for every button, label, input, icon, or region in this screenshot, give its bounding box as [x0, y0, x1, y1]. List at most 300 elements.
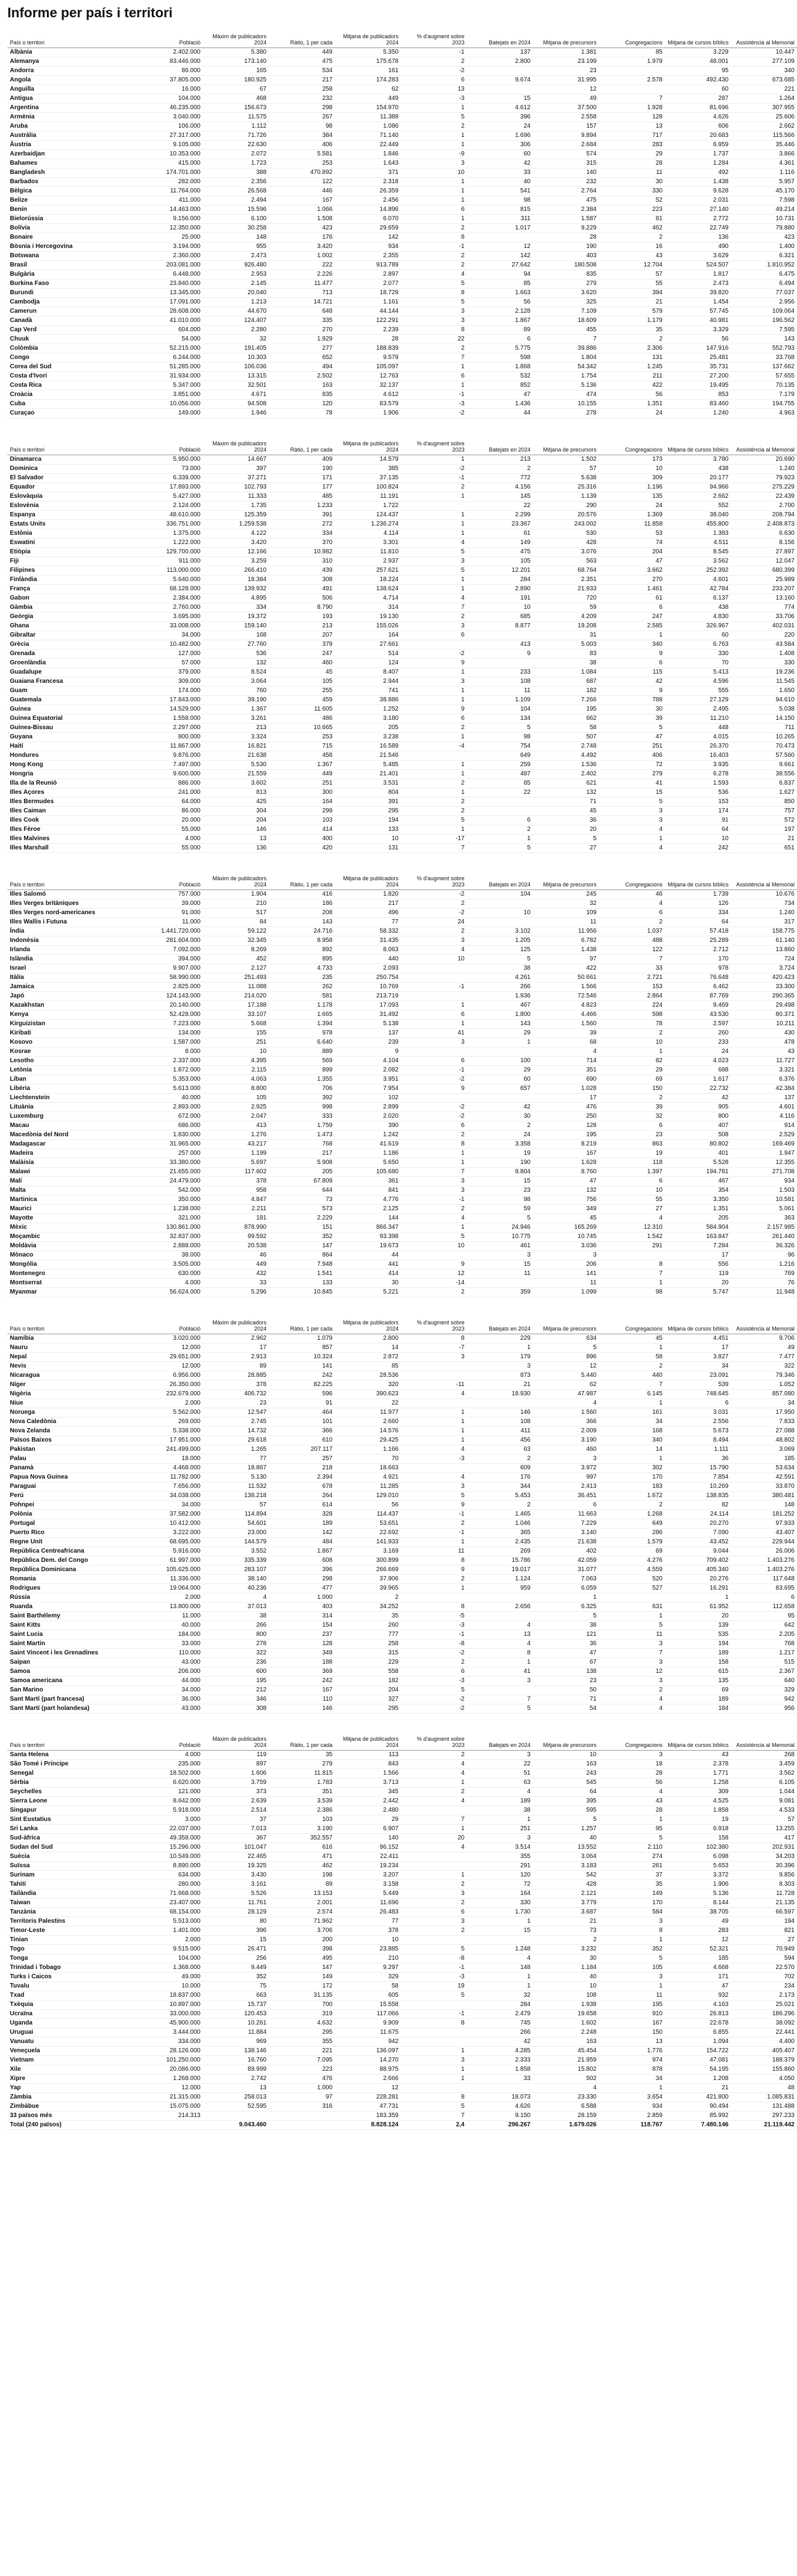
baptized-cell: 7: [467, 1695, 533, 1704]
column-header: Batejats en 2024: [467, 1316, 533, 1334]
pioneers-cell: 1.754: [533, 372, 599, 381]
avg-publishers-cell: 44.144: [335, 307, 401, 316]
memorial-cell: 330: [731, 659, 797, 668]
table-row: [7, 1760, 797, 1769]
country-cell: Malawi: [7, 1168, 137, 1177]
increase-cell: 6: [401, 1010, 467, 1020]
report-title: Informe per país i territori: [7, 5, 173, 20]
ratio-cell: 11.477: [269, 279, 335, 289]
increase-cell: 8: [401, 1603, 467, 1612]
pioneers-cell: 47: [533, 1649, 599, 1658]
peak-publishers-cell: 352: [203, 1973, 269, 1982]
pioneers-cell: 128: [533, 1121, 599, 1131]
congregations-cell: 9: [599, 650, 665, 659]
pioneers-cell: 62: [533, 1381, 599, 1390]
peak-publishers-cell: 26.471: [203, 1945, 269, 1954]
avg-publishers-cell: 385: [335, 464, 401, 474]
ratio-cell: 242: [269, 1371, 335, 1381]
table-row: [7, 1501, 797, 1510]
congregations-cell: 170: [599, 1899, 665, 1908]
country-cell: Bolívia: [7, 224, 137, 233]
increase-cell: 9: [401, 705, 467, 714]
country-cell: Congo: [7, 353, 137, 363]
peak-publishers-cell: 11.088: [203, 983, 269, 992]
population-cell: 51.285.000: [137, 363, 203, 372]
bible-studies-cell: 27.129: [665, 696, 731, 705]
baptized-cell: 63: [467, 1778, 533, 1788]
ratio-cell: 678: [269, 1482, 335, 1492]
bible-studies-cell: 4.668: [665, 1963, 731, 1973]
table-row: [7, 1473, 797, 1482]
memorial-cell: 423: [731, 233, 797, 242]
bible-studies-cell: 135: [665, 1677, 731, 1686]
ratio-cell: 10.665: [269, 724, 335, 733]
table-row: [7, 1205, 797, 1214]
memorial-cell: 79.923: [731, 474, 797, 483]
column-header: Mitjana de cursos bíblics: [665, 1732, 731, 1751]
baptized-cell: 32: [467, 1991, 533, 2000]
peak-publishers-cell: 266.410: [203, 566, 269, 576]
congregations-cell: 183: [599, 1482, 665, 1492]
congregations-cell: 1.369: [599, 511, 665, 520]
population-cell: 10.353.000: [137, 150, 203, 159]
country-cell: Antigua: [7, 94, 137, 104]
table-row: [7, 1353, 797, 1362]
memorial-cell: 821: [731, 1926, 797, 1936]
pioneers-cell: 31.077: [533, 1566, 599, 1575]
ratio-cell: 223: [269, 2065, 335, 2074]
avg-publishers-cell: 28: [335, 335, 401, 344]
bible-studies-cell: 492: [665, 168, 731, 178]
table-row: [7, 1445, 797, 1455]
column-header: Població: [137, 1316, 203, 1334]
memorial-cell: 3.866: [731, 150, 797, 159]
ratio-cell: 267: [269, 113, 335, 122]
bible-studies-cell: 91: [665, 816, 731, 825]
avg-publishers-cell: 3.158: [335, 1880, 401, 1889]
congregations-cell: 211: [599, 372, 665, 381]
country-cell: Illes Wallis i Futuna: [7, 918, 137, 927]
bible-studies-cell: 242: [665, 844, 731, 853]
country-cell: Colòmbia: [7, 344, 137, 353]
country-cell: Costa d'Ivori: [7, 372, 137, 381]
table-row: [7, 1223, 797, 1232]
country-cell: Bahames: [7, 159, 137, 168]
avg-publishers-cell: 5.138: [335, 1020, 401, 1029]
peak-publishers-cell: 38.140: [203, 1575, 269, 1584]
pioneers-cell: 279: [533, 279, 599, 289]
population-cell: 23.407.000: [137, 1899, 203, 1908]
country-report-table: [7, 30, 797, 418]
increase-cell: -2: [401, 1075, 467, 1084]
peak-publishers-cell: 15.596: [203, 205, 269, 215]
bible-studies-cell: 17: [665, 1344, 731, 1353]
memorial-cell: 42.591: [731, 1473, 797, 1482]
increase-cell: [401, 1251, 467, 1260]
memorial-cell: 115.566: [731, 131, 797, 141]
peak-publishers-cell: 11.884: [203, 2028, 269, 2037]
congregations-cell: 274: [599, 1852, 665, 1862]
baptized-cell: 1.867: [467, 316, 533, 326]
pioneers-cell: 7.229: [533, 1519, 599, 1529]
table-row: [7, 983, 797, 992]
table-row: [7, 539, 797, 548]
congregations-cell: 14: [599, 1445, 665, 1455]
increase-cell: 1: [401, 363, 467, 372]
congregations-cell: 173: [599, 455, 665, 464]
peak-publishers-cell: 119: [203, 1751, 269, 1760]
bible-studies-cell: 407: [665, 1121, 731, 1131]
peak-publishers-cell: 59.122: [203, 927, 269, 936]
avg-publishers-cell: 2.480: [335, 1806, 401, 1815]
population-cell: 57.000: [137, 659, 203, 668]
congregations-cell: 1.672: [599, 1492, 665, 1501]
peak-publishers-cell: 37.271: [203, 474, 269, 483]
column-header: Batejats en 2024: [467, 437, 533, 455]
bible-studies-cell: 5.528: [665, 1158, 731, 1168]
ratio-cell: 398: [269, 1945, 335, 1954]
avg-publishers-cell: 44: [335, 1251, 401, 1260]
pioneers-cell: 460: [533, 1445, 599, 1455]
bible-studies-cell: 6.959: [665, 141, 731, 150]
congregations-cell: 1: [599, 1455, 665, 1464]
baptized-cell: 164: [467, 1889, 533, 1899]
population-cell: 33.380.000: [137, 1158, 203, 1168]
country-cell: Surinam: [7, 1871, 137, 1880]
ratio-cell: 495: [269, 1954, 335, 1963]
bible-studies-cell: 22.678: [665, 2019, 731, 2028]
baptized-cell: 56: [467, 298, 533, 307]
peak-publishers-cell: 44.670: [203, 307, 269, 316]
table-row: [7, 326, 797, 335]
peak-publishers-cell: 18.867: [203, 1464, 269, 1473]
population-cell: 334.000: [137, 2037, 203, 2047]
congregations-cell: 6.145: [599, 1390, 665, 1399]
pioneers-cell: 195: [533, 705, 599, 714]
population-cell: 11.782.000: [137, 1473, 203, 1482]
population-cell: 149.000: [137, 409, 203, 418]
increase-cell: 7: [401, 603, 467, 613]
congregations-cell: 910: [599, 2010, 665, 2019]
table-row: [7, 1047, 797, 1057]
bible-studies-cell: 1.208: [665, 2074, 731, 2084]
avg-publishers-cell: 329: [335, 1973, 401, 1982]
avg-publishers-cell: 6.070: [335, 215, 401, 224]
ratio-cell: 101: [269, 1418, 335, 1427]
memorial-cell: 70.949: [731, 1945, 797, 1954]
column-header: Mitjana de cursos bíblics: [665, 1316, 731, 1334]
increase-cell: 7: [401, 1168, 467, 1177]
bible-studies-cell: 3.350: [665, 1195, 731, 1205]
peak-publishers-cell: 1.259.538: [203, 520, 269, 529]
peak-publishers-cell: 77: [203, 1455, 269, 1464]
pioneers-cell: 12: [533, 85, 599, 94]
country-cell: Trinidad i Tobago: [7, 1963, 137, 1973]
table-row: [7, 381, 797, 390]
avg-publishers-cell: 26.483: [335, 1908, 401, 1917]
peak-publishers-cell: 204: [203, 816, 269, 825]
congregations-cell: 1: [599, 631, 665, 640]
population-cell: 91.000: [137, 909, 203, 918]
pioneers-cell: 72.546: [533, 992, 599, 1001]
table-row: [7, 964, 797, 973]
bible-studies-cell: 34: [665, 1362, 731, 1371]
memorial-cell: 934: [731, 1177, 797, 1186]
population-cell: 350.000: [137, 1195, 203, 1205]
population-cell: 11.867.000: [137, 742, 203, 751]
bible-studies-cell: 8.545: [665, 548, 731, 557]
column-header: Mitjana de precursors: [533, 872, 599, 890]
congregations-cell: 35: [599, 1880, 665, 1889]
memorial-cell: 220: [731, 631, 797, 640]
ratio-cell: 218: [269, 1464, 335, 1473]
memorial-cell: 3.069: [731, 1445, 797, 1455]
population-cell: 48.610.000: [137, 511, 203, 520]
table-row: [7, 1066, 797, 1075]
ratio-cell: 899: [269, 1066, 335, 1075]
table-row: [7, 761, 797, 770]
population-cell: 6.448.000: [137, 270, 203, 279]
population-cell: 18.837.000: [137, 1991, 203, 2000]
ratio-cell: 1.000: [269, 2084, 335, 2093]
population-cell: 3.040.000: [137, 113, 203, 122]
bible-studies-cell: 3.229: [665, 48, 731, 57]
population-cell: 13.800.000: [137, 1603, 203, 1612]
avg-publishers-cell: 22: [335, 1399, 401, 1408]
country-cell: Irlanda: [7, 946, 137, 955]
bible-studies-cell: 2.556: [665, 1418, 731, 1427]
avg-publishers-cell: 266.669: [335, 1566, 401, 1575]
peak-publishers-cell: 57: [203, 1501, 269, 1510]
table-row: [7, 1593, 797, 1603]
avg-publishers-cell: 32.137: [335, 381, 401, 390]
ratio-cell: 235: [269, 973, 335, 983]
baptized-cell: 5: [467, 955, 533, 964]
memorial-cell: 196.562: [731, 316, 797, 326]
country-cell: Tanzània: [7, 1908, 137, 1917]
population-cell: 203.081.000: [137, 261, 203, 270]
peak-publishers-cell: 94.508: [203, 400, 269, 409]
peak-publishers-cell: 181: [203, 1214, 269, 1223]
ratio-cell: 1.473: [269, 1131, 335, 1140]
population-cell: 43.000: [137, 1704, 203, 1714]
peak-publishers-cell: 7.013: [203, 1825, 269, 1834]
bible-studies-cell: 54.195: [665, 2065, 731, 2074]
pioneers-cell: 57: [533, 464, 599, 474]
memorial-cell: 208.794: [731, 511, 797, 520]
peak-publishers-cell: 89.999: [203, 2065, 269, 2074]
peak-publishers-cell: 37.013: [203, 1603, 269, 1612]
baptized-cell: [467, 631, 533, 640]
increase-cell: -1: [401, 1510, 467, 1519]
memorial-cell: 181.252: [731, 1510, 797, 1519]
increase-cell: 2: [401, 1205, 467, 1214]
increase-cell: 3: [401, 622, 467, 631]
avg-publishers-cell: 70: [335, 1455, 401, 1464]
increase-cell: -1: [401, 1195, 467, 1205]
peak-publishers-cell: 1.199: [203, 1149, 269, 1158]
peak-publishers-cell: 2.925: [203, 1103, 269, 1112]
avg-publishers-cell: 31.492: [335, 1010, 401, 1020]
country-cell: Fiji: [7, 557, 137, 566]
table-row: [7, 1769, 797, 1778]
memorial-cell: 430: [731, 1029, 797, 1038]
memorial-cell: 43.407: [731, 1529, 797, 1538]
pioneers-cell: 1.560: [533, 1408, 599, 1418]
congregations-cell: 7: [599, 955, 665, 964]
population-cell: 39.000: [137, 899, 203, 909]
country-cell: Bielorússia: [7, 215, 137, 224]
memorial-cell: 4.361: [731, 159, 797, 168]
country-cell: Índia: [7, 927, 137, 936]
pioneers-cell: 10.745: [533, 1232, 599, 1242]
table-row: [7, 733, 797, 742]
country-cell: Montserrat: [7, 1279, 137, 1288]
country-cell: Jamaica: [7, 983, 137, 992]
table-row: [7, 1103, 797, 1112]
country-cell: Guinea: [7, 705, 137, 714]
congregations-cell: 598: [599, 1010, 665, 1020]
table-row: [7, 1195, 797, 1205]
peak-publishers-cell: 125.359: [203, 511, 269, 520]
country-cell: Armènia: [7, 113, 137, 122]
total-row: [7, 2121, 797, 2130]
memorial-cell: 380.481: [731, 1492, 797, 1501]
peak-publishers-cell: 2.913: [203, 1353, 269, 1362]
pioneers-cell: 167: [533, 1149, 599, 1158]
avg-publishers-cell: 16.589: [335, 742, 401, 751]
ratio-cell: 207: [269, 631, 335, 640]
country-cell: Tailàndia: [7, 1889, 137, 1899]
pioneers-cell: 21: [533, 1917, 599, 1926]
congregations-cell: 150: [599, 2028, 665, 2037]
table-row: [7, 455, 797, 464]
ratio-cell: 298: [269, 1575, 335, 1584]
bible-studies-cell: 43: [665, 1751, 731, 1760]
table-row: [7, 1658, 797, 1667]
country-cell: Saint Kitts: [7, 1621, 137, 1630]
population-cell: 9.105.000: [137, 141, 203, 150]
increase-cell: 1: [401, 1584, 467, 1593]
memorial-cell: 48: [731, 2084, 797, 2093]
congregations-cell: 2.721: [599, 973, 665, 983]
ratio-cell: 978: [269, 1029, 335, 1038]
increase-cell: 8: [401, 2093, 467, 2102]
ratio-cell: 1.233: [269, 502, 335, 511]
congregations-cell: 4: [599, 899, 665, 909]
peak-publishers-cell: 38: [203, 1612, 269, 1621]
avg-publishers-cell: 5.221: [335, 1288, 401, 1297]
pioneers-cell: 40: [533, 1834, 599, 1843]
table-row: [7, 631, 797, 640]
baptized-cell: 104: [467, 705, 533, 714]
increase-cell: 1: [401, 2065, 467, 2074]
pioneers-cell: 7.109: [533, 307, 599, 316]
country-cell: Illa de la Reunió: [7, 779, 137, 788]
increase-cell: 20: [401, 1834, 467, 1843]
country-cell: Filipines: [7, 566, 137, 576]
country-cell: Uganda: [7, 2019, 137, 2028]
baptized-cell: 4: [467, 1788, 533, 1797]
peak-publishers-cell: 278: [203, 1640, 269, 1649]
population-cell: 6.620.000: [137, 1778, 203, 1788]
population-cell: 124.143.000: [137, 992, 203, 1001]
pioneers-cell: 315: [533, 159, 599, 168]
pioneers-cell: 2.684: [533, 141, 599, 150]
ratio-cell: 73: [269, 1195, 335, 1205]
memorial-cell: 57.560: [731, 751, 797, 761]
table-row: [7, 1778, 797, 1788]
peak-publishers-cell: 283.107: [203, 1566, 269, 1575]
bible-studies-cell: 354: [665, 1186, 731, 1195]
baptized-cell: 1: [467, 1038, 533, 1047]
memorial-cell: 572: [731, 816, 797, 825]
baptized-cell: 30: [467, 1112, 533, 1121]
congregations-cell: 24: [599, 409, 665, 418]
increase-cell: 8: [401, 289, 467, 298]
memorial-cell: 34.203: [731, 1852, 797, 1862]
congregations-cell: 13: [599, 2037, 665, 2047]
pioneers-cell: 245: [533, 890, 599, 899]
baptized-cell: 47: [467, 390, 533, 400]
baptized-cell: 24.946: [467, 1223, 533, 1232]
pioneers-cell: 38: [533, 659, 599, 668]
bible-studies-cell: 158: [665, 1834, 731, 1843]
memorial-cell: 277.109: [731, 57, 797, 67]
avg-publishers-cell: 58.332: [335, 927, 401, 936]
peak-publishers-cell: 663: [203, 1991, 269, 2000]
increase-cell: 1: [401, 1436, 467, 1445]
pioneers-cell: 896: [533, 1353, 599, 1362]
bible-studies-cell: 524.507: [665, 261, 731, 270]
baptized-cell: 365: [467, 1529, 533, 1538]
peak-publishers-cell: 4.671: [203, 390, 269, 400]
increase-cell: 2: [401, 252, 467, 261]
baptized-cell: [467, 2084, 533, 2093]
country-cell: Grenada: [7, 650, 137, 659]
baptized-cell: 3: [467, 1751, 533, 1760]
congregations-cell: 161: [599, 1408, 665, 1418]
peak-publishers-cell: 102.793: [203, 483, 269, 492]
bible-studies-cell: 26.813: [665, 2010, 731, 2019]
congregations-cell: 270: [599, 576, 665, 585]
memorial-cell: 33.870: [731, 1482, 797, 1492]
population-cell: 49.000: [137, 1973, 203, 1982]
bible-studies-cell: 6.137: [665, 594, 731, 603]
baptized-cell: [467, 1686, 533, 1695]
memorial-cell: 22.570: [731, 1963, 797, 1973]
ratio-cell: 188: [269, 1658, 335, 1667]
population-cell: 19.064.000: [137, 1584, 203, 1593]
avg-publishers-cell: 77: [335, 1917, 401, 1926]
bible-studies-cell: 8.494: [665, 1436, 731, 1445]
pioneers-cell: 45.454: [533, 2047, 599, 2056]
population-cell: 17.951.000: [137, 1436, 203, 1445]
pioneers-cell: 1.536: [533, 761, 599, 770]
pioneers-cell: 58: [533, 724, 599, 733]
table-row: [7, 668, 797, 677]
increase-cell: 1: [401, 825, 467, 835]
congregations-cell: 3: [599, 1973, 665, 1982]
baptized-cell: 4.612: [467, 104, 533, 113]
congregations-cell: 1.579: [599, 1538, 665, 1547]
memorial-cell: 642: [731, 1621, 797, 1630]
table-row: [7, 696, 797, 705]
congregations-cell: 2: [599, 1501, 665, 1510]
country-cell: Àustria: [7, 141, 137, 150]
country-cell: Veneçuela: [7, 2047, 137, 2056]
peak-publishers-cell: 1.112: [203, 122, 269, 131]
